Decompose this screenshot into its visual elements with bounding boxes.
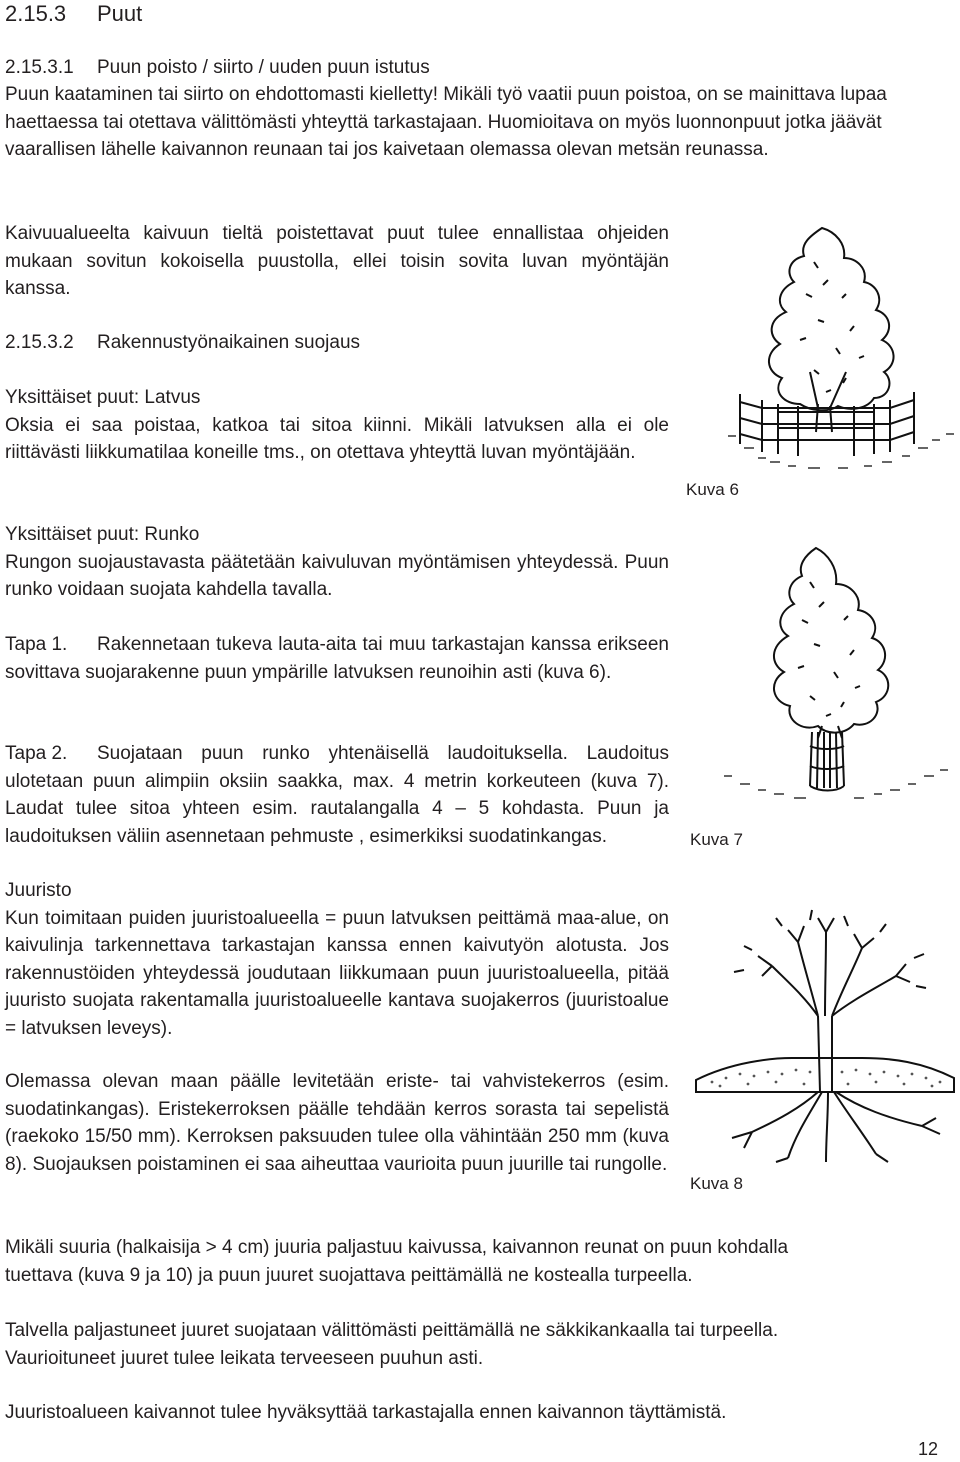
talvella-line-1: Talvella paljastuneet juuret suojataan välittömästi peittämällä ne säkkikankaalla tai turpeella. [5, 1320, 779, 1341]
runko-text: Rungon suojaustavasta päätetään kaivuluvan myöntämisen yhteydessä. Puun runko voidaan suojata kahdella tavalla. [5, 551, 669, 600]
paragraph-kaivuualueelta: Kaivuualueelta kaivuun tieltä poistettavat puut tulee ennallistaa ohjeiden mukaan sovitun kokoisella puustolla, ellei toisin sovita luvan myöntäjän kanssa. [5, 223, 669, 299]
paragraph-talvella [5, 1317, 925, 1372]
paragraph-juuria [5, 1234, 925, 1289]
juuria-line-1: Mikäli suuria (halkaisija > 4 cm) juuria paljastuu kaivussa, kaivannon reunat on puun kohdalla [5, 1237, 789, 1258]
caption-kuva-8: Kuva 8 [690, 1174, 743, 1193]
subsection-2-heading [5, 329, 669, 357]
paragraph-olemassa: Olemassa olevan maan päälle levitetään eriste- tai vahvistekerros (esim. suodatinkangas). Eristekerroksen päälle tehdään kerros sorasta tai sepelistä (raekoko 15/50 mm). Kerroksen paksuuden tulee olla vähintään 250 mm (kuva 8). Suojauksen poistaminen ei saa aiheuttaa vaurioita puun juurille tai rungolle. [5, 1071, 669, 1175]
tree-fence-illustration [718, 222, 958, 484]
subsection-1-title: Puun poisto / siirto / uuden puun istutus [97, 57, 430, 78]
figure-tree-fence [718, 222, 958, 484]
talvella-line-2: Vaurioituneet juuret tulee leikata terveeseen puuhun asti. [5, 1347, 484, 1369]
tree-trunk-illustration [704, 540, 960, 822]
juuristo-section [5, 877, 669, 1042]
latvus-text: Oksia ei saa poistaa, katkoa tai sitoa kiinni. Mikäli latvuksen alla ei ole riittävästi liikkumatilaa koneille tms., on otettava yhteyttä luvan myöntäjään. [5, 414, 669, 463]
tapa2-text: Suojataan puun runko yhtenäisellä laudoituksella. Laudoitus ulotetaan puun alimpiin oksiin saakka, max. 4 metrin korkeuteen (kuva 7). Laudat tulee sitoa yhteen esim. rautalangalla 4 – 5 kohdasta. Puun ja laudoituksen väliin asennetaan pehmuste , esimerkiksi suodatinkangas. [5, 743, 669, 847]
runko-section [5, 521, 669, 604]
section-heading [5, 0, 142, 27]
subsection-1-heading [5, 54, 925, 82]
paragraph-puun-kaataminen: Puun kaataminen tai siirto on ehdottomasti kielletty! Mikäli työ vaatii puun poistoa, on se mainittava lupaa haettaessa tai otettava välittömästi yhteyttä tarkastajaan. Huomioitava on myös luonnonpuut jotka jäävät vaarallisen lähelle kaivannon reunaan tai jos kaivetaan olemassa olevan metsän reunassa. [5, 84, 887, 160]
tapa2-paragraph [5, 740, 669, 850]
figure-tree-roots [692, 886, 960, 1166]
figure-tree-trunk-boards [704, 540, 960, 822]
tapa1-paragraph [5, 631, 669, 686]
runko-heading: Yksittäiset puut: Runko [5, 524, 200, 545]
caption-kuva-6: Kuva 6 [686, 480, 739, 499]
juuristo-text: Kun toimitaan puiden juuristoalueella = puun latvuksen peittämä maa-alue, on kaivulinja tarkennettava tarkastajan kanssa ennen kaivutyön alotusta. Jos rakennustöiden yhteydessä joudutaan liikkumaan puun juuristoalueella, pitää juuristo suojata rakentamalla juuristoalueelle kantava suojakerros (juuristoalue = latvuksen leveys). [5, 907, 669, 1039]
subsection-1-number: 2.15.3.1 [5, 57, 74, 78]
section-title: Puut [97, 1, 143, 26]
page-number: 12 [917, 1439, 938, 1459]
paragraph-hyvaksyttaa: Juuristoalueen kaivannot tulee hyväksyttää tarkastajalla ennen kaivannon täyttämistä. [5, 1402, 727, 1423]
latvus-section [5, 384, 669, 467]
latvus-heading: Yksittäiset puut: Latvus [5, 387, 201, 408]
subsection-2-title: Rakennustyönaikainen suojaus [97, 332, 361, 353]
juuria-line-2: tuettava (kuva 9 ja 10) ja puun juuret suojattava peittämällä ne kostealla turpeella. [5, 1264, 693, 1286]
subsection-2-number: 2.15.3.2 [5, 332, 74, 353]
tapa1-label: Tapa 1. [5, 634, 68, 655]
caption-kuva-7: Kuva 7 [690, 830, 743, 849]
tree-roots-illustration [692, 886, 960, 1166]
juuristo-heading: Juuristo [5, 880, 72, 901]
section-number: 2.15.3 [5, 1, 67, 26]
tapa2-label: Tapa 2. [5, 743, 68, 764]
tapa1-text: Rakennetaan tukeva lauta-aita tai muu tarkastajan kanssa erikseen sovittava suojarakenne puun ympärille latvuksen reunoihin asti (kuva 6). [5, 634, 669, 683]
